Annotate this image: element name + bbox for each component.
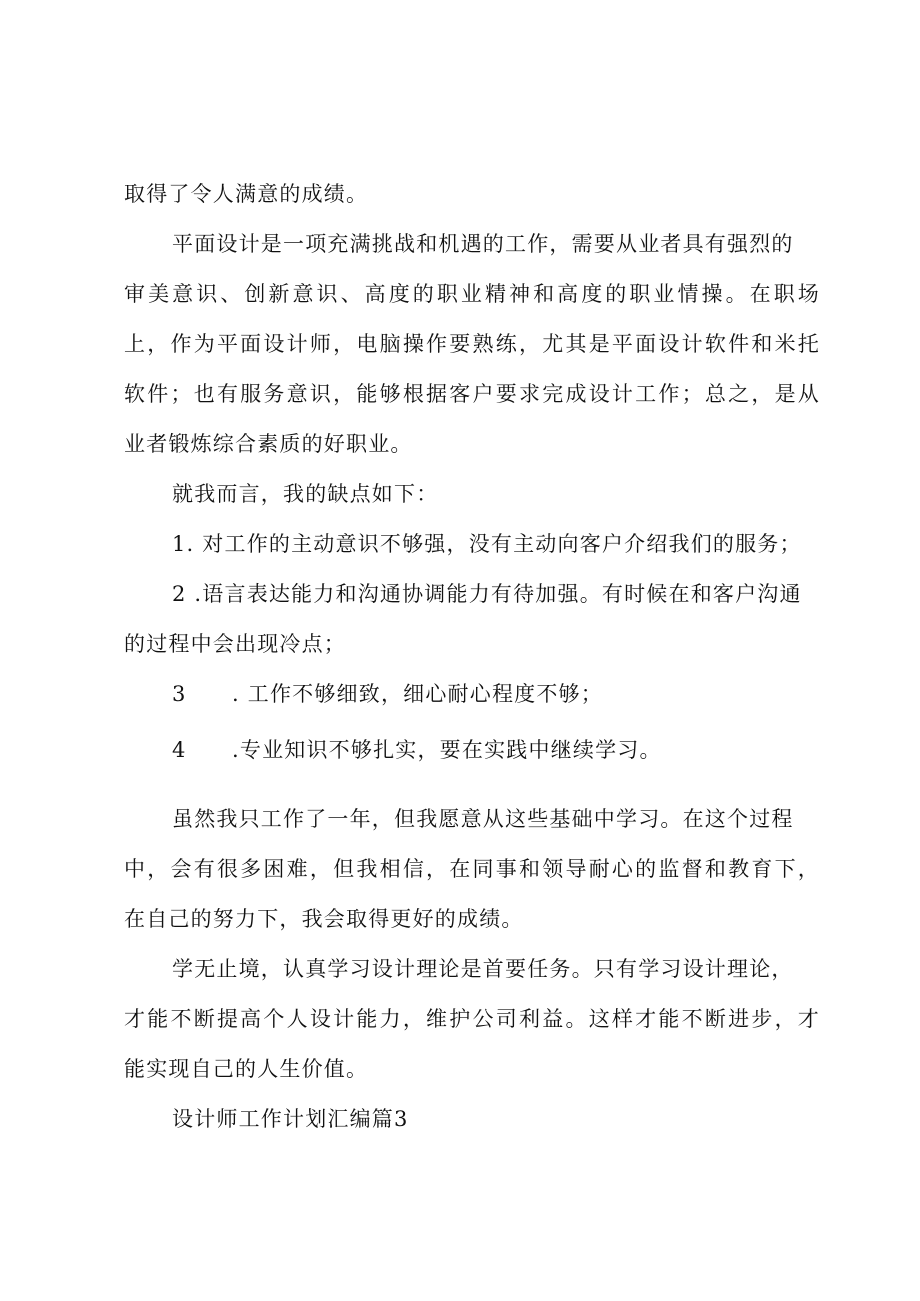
text-line-5: 软件；也有服务意识，能够根据客户要求完成设计工作；总之，是从 [124, 382, 820, 406]
text-line-15: 虽然我只工作了一年，但我愿意从这些基础中学习。在这个过程 [172, 807, 794, 831]
text-line-1: 取得了令人满意的成绩。 [124, 182, 369, 206]
text-line-3: 审美意识、创新意识、高度的职业精神和高度的职业情操。在职场 [124, 282, 820, 306]
text-line-18: 学无止境，认真学习设计理论是首要任务。只有学习设计理论， [172, 957, 794, 981]
list-item-2-continuation: 的过程中会出现冷点； [124, 632, 346, 656]
text-line-20: 能实现自己的人生价值。 [124, 1057, 369, 1081]
text-line-16: 中，会有很多困难，但我相信，在同事和领导耐心的监督和教育下， [124, 857, 820, 881]
list-number-4: 4 [172, 738, 186, 762]
section-heading: 设计师工作计划汇编篇3 [172, 1107, 409, 1131]
list-item-4: .专业知识不够扎实，要在实践中继续学习。 [232, 738, 662, 762]
text-line-19: 才能不断提高个人设计能力，维护公司利益。这样才能不断进步，才 [124, 1007, 820, 1031]
text-line-7: 就我而言，我的缺点如下： [172, 482, 439, 506]
text-line-17: 在自己的努力下，我会取得更好的成绩。 [124, 907, 524, 931]
list-item-1: 1. 对工作的主动意识不够强，没有主动向客户介绍我们的服务； [172, 532, 802, 556]
list-number-3: 3 [172, 682, 186, 706]
list-item-2: 2 .语言表达能力和沟通协调能力有待加强。有时候在和客户沟通 [172, 582, 802, 606]
text-line-2: 平面设计是一项充满挑战和机遇的工作，需要从业者具有强烈的 [172, 232, 794, 256]
text-line-4: 上，作为平面设计师，电脑操作要熟练，尤其是平面设计软件和米托 [124, 332, 820, 356]
text-line-6: 业者锻炼综合素质的好职业。 [124, 432, 413, 456]
list-item-3: . 工作不够细致，细心耐心程度不够； [232, 682, 603, 706]
